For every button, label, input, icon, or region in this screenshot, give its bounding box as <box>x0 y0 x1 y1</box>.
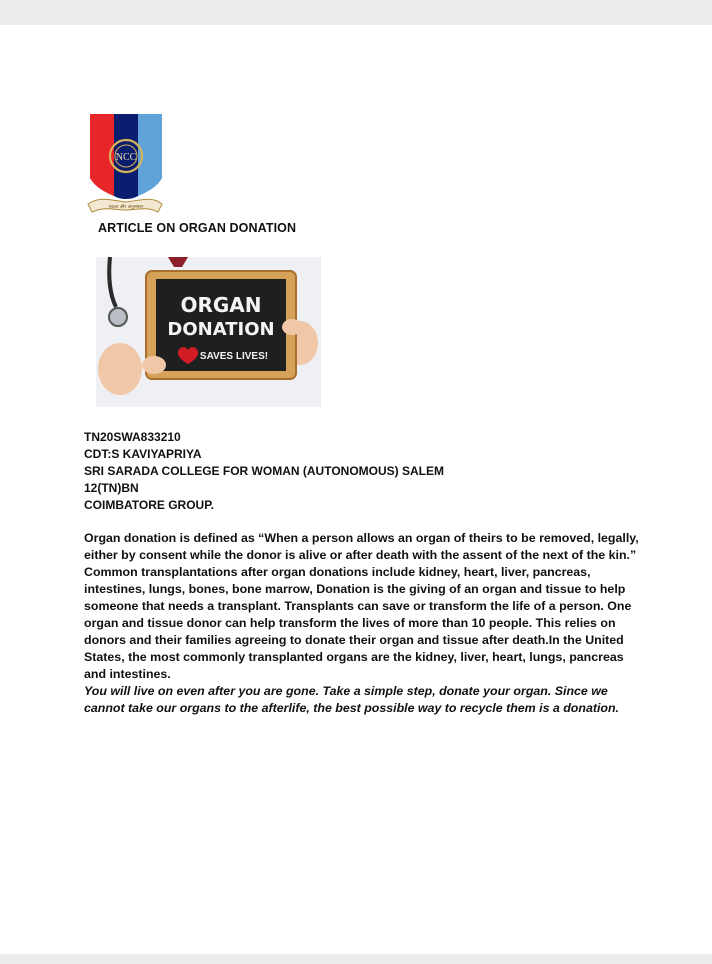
board-line-organ: ORGAN <box>180 293 262 317</box>
cadet-id: TN20SWA833210 <box>84 430 181 444</box>
closing-quote: You will live on even after you are gone. Take a simple step, donate your organ. Since we cannot take our organs to the afterlife, the best possible way to recycle them is a donation. <box>84 684 619 715</box>
article-body <box>84 530 640 717</box>
ncc-logo <box>86 112 164 218</box>
author-info <box>84 429 444 514</box>
battalion: 12(TN)BN <box>84 481 139 495</box>
logo-motto: एकता और अनुशासन <box>108 205 144 210</box>
bottom-band <box>0 954 712 964</box>
article-title: ARTICLE ON ORGAN DONATION <box>98 221 297 235</box>
body-paragraph: Organ donation is defined as “When a person allows an organ of theirs to be removed, legally, either by consent while the donor is alive or after death with the assent of the next of the kin.” Common transplantations after organ donations include kidney, heart, liver, pancreas, intestines, lungs, bones, bone marrow, Donation is the giving of an organ and tissue to help someone that needs a transplant. Transplants can save or transform the life of a person. One organ and tissue donor can help transform the lives of more than 10 people. This relies on donors and their families agreeing to donate their organ and tissue after death.In the United States, the most commonly transplanted organs are the kidney, liver, heart, lungs, pancreas and intestines. <box>84 531 639 681</box>
board-line-donation: DONATION <box>167 319 275 340</box>
cadet-name: CDT:S KAVIYAPRIYA <box>84 447 202 461</box>
board-line-saves-lives: SAVES LIVES! <box>199 351 269 362</box>
group-name: COIMBATORE GROUP. <box>84 498 215 512</box>
logo-badge-text: NCC <box>115 152 137 163</box>
top-band <box>0 0 712 25</box>
college-name: SRI SARADA COLLEGE FOR WOMAN (AUTONOMOUS) SALEM <box>84 464 444 478</box>
organ-donation-photo <box>96 257 321 407</box>
